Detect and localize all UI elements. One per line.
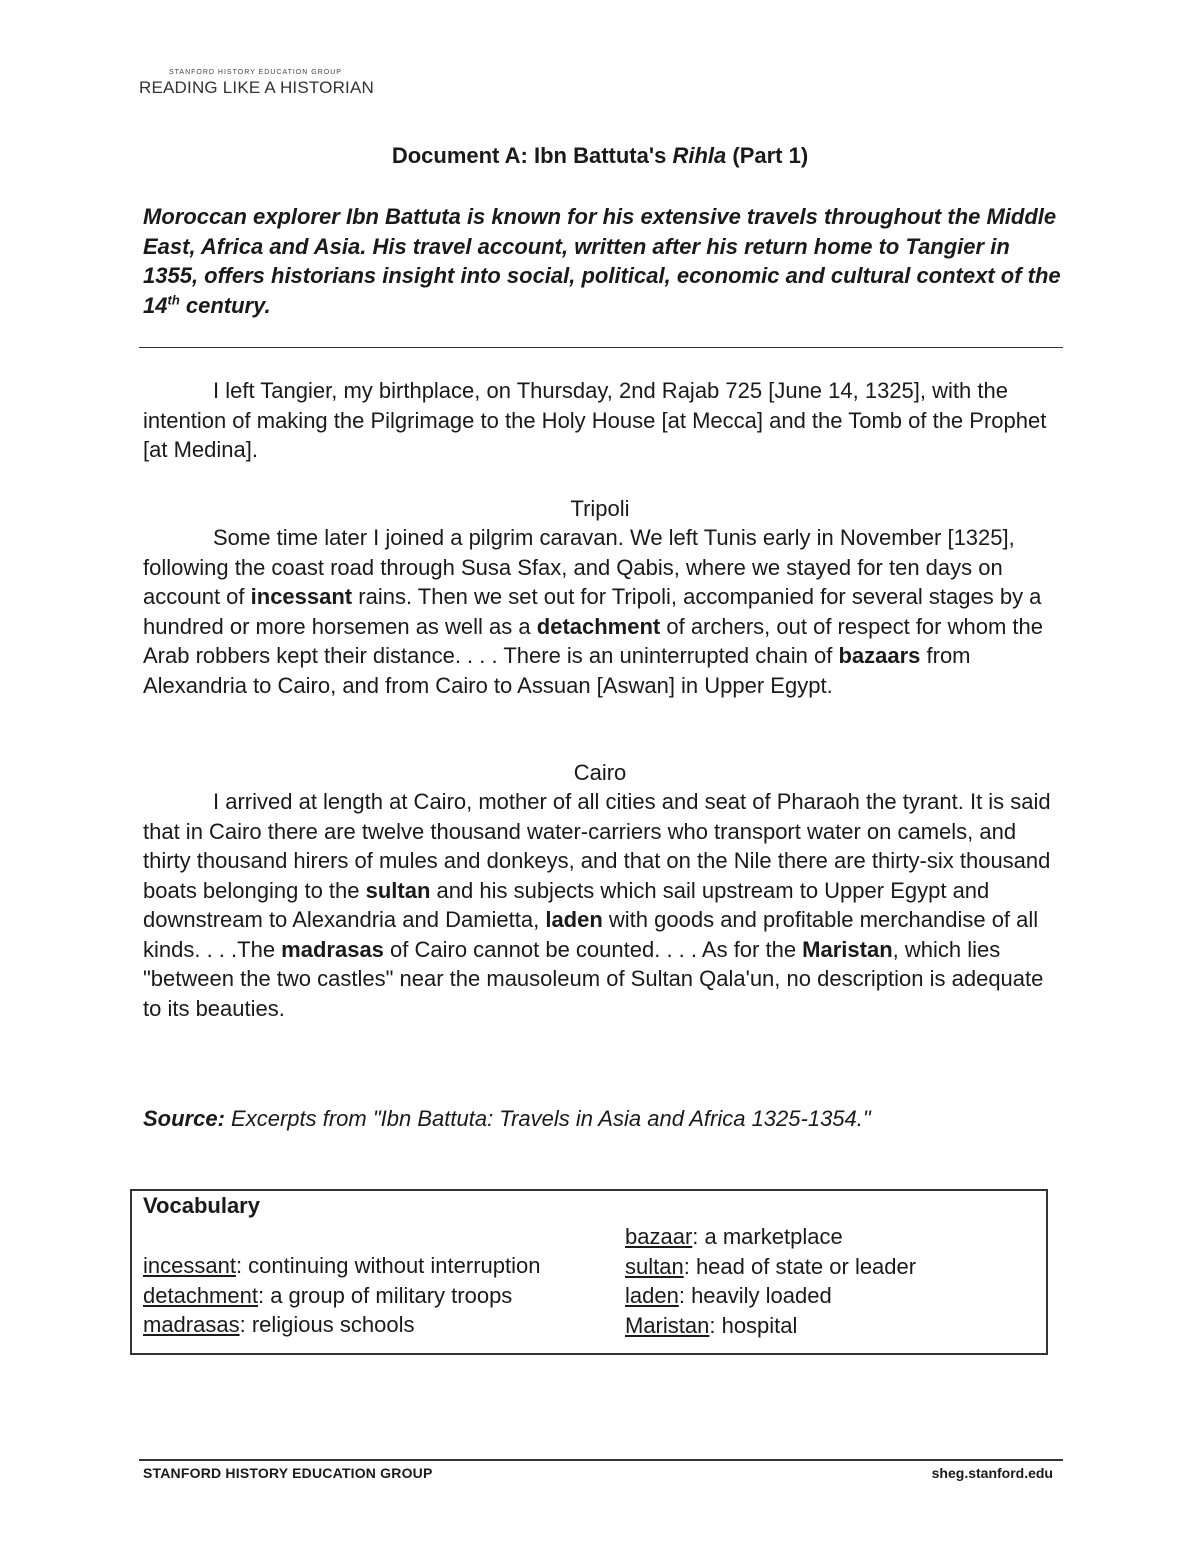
paragraph-tripoli: [143, 523, 1065, 700]
term-laden: laden: [545, 907, 603, 932]
source-citation: [143, 1106, 1063, 1132]
term-maristan: Maristan: [802, 936, 893, 962]
intro-paragraph: [143, 202, 1063, 320]
vocab-item: [625, 1281, 916, 1311]
term-madrasas: madrasas: [281, 936, 384, 962]
vocab-item: [143, 1281, 540, 1311]
term-incessant: incessant: [250, 584, 353, 609]
vocabulary-left-column: [143, 1251, 540, 1340]
source-label: Source:: [143, 1106, 225, 1131]
vocabulary-title: Vocabulary: [143, 1193, 260, 1218]
logo-title-text: READING LIKE A HISTORIAN: [139, 78, 374, 97]
title-suffix: (Part 1): [726, 143, 809, 168]
vocab-definition: : hospital: [709, 1312, 798, 1338]
vocab-definition: : continuing without interruption: [235, 1253, 541, 1278]
source-text: Excerpts from "Ibn Battuta: Travels in Asia and Africa 1325-1354.": [224, 1106, 871, 1131]
vocabulary-box: [130, 1189, 1048, 1355]
intro-superscript: th: [167, 292, 180, 308]
term-detachment: detachment: [536, 613, 661, 639]
vocab-item: [143, 1310, 540, 1340]
vocab-term: Maristan: [625, 1312, 710, 1338]
p3-text: of Cairo cannot be counted. . . . As for the: [383, 936, 803, 962]
p2-text: of archers, out of respect for whom the Arab robbers kept their distance. . . . There is an uninterrupted chain of: [143, 613, 1043, 668]
vocab-term: bazaar: [625, 1224, 693, 1249]
p3-text: I arrived at length at Cairo, mother of all cities and seat of Pharaoh the tyrant. It is said that in Cairo there are twelve thousand water-carriers who transport water on camels, and thirty thousand hirers of mules and donkeys, and that on the Nile there are thirty-six thousand boats belonging to the: [143, 789, 1051, 903]
term-sultan: sultan: [365, 877, 431, 903]
footer-divider: [139, 1459, 1063, 1461]
intro-text: Moroccan explorer Ibn Battuta is known for his extensive travels throughout the Middle East, Africa and Asia. His travel account, written after his return home to Tangier in 1355, offers historians insight into social, political, economic and cultural context of the 14: [143, 204, 1061, 318]
p3-text: with goods and profitable merchandise of all kinds. . . .The: [143, 907, 1039, 962]
vocab-term: detachment: [143, 1282, 258, 1308]
para1-text: I left Tangier, my birthplace, on Thursday, 2nd Rajab 725 [June 14, 1325], with the intention of making the Pilgrimage to the Holy House [at Mecca] and the Tomb of the Prophet [at Medina].: [143, 378, 1047, 462]
vocab-term: incessant: [143, 1253, 236, 1278]
logo: [139, 68, 374, 99]
vocab-definition: : a group of military troops: [257, 1282, 513, 1308]
p2-text: rains. Then we set out for Tripoli, accompanied for several stages by a hundred or more horsemen as well as a: [143, 584, 1042, 639]
p2-text: Some time later I joined a pilgrim caravan. We left Tunis early in November [1325], following the coast road through Susa Sfax, and Qabis, where we stayed for ten days on account of: [143, 525, 1015, 609]
vocab-term: laden: [625, 1283, 679, 1308]
intro-end: century.: [179, 292, 271, 318]
paragraph-departure: [143, 376, 1065, 465]
vocab-definition: : a marketplace: [692, 1224, 843, 1249]
vocab-item: [625, 1311, 916, 1341]
footer-url: sheg.stanford.edu: [931, 1465, 1053, 1481]
heading-tripoli: Tripoli: [570, 496, 630, 521]
title-italic: Rihla: [672, 143, 727, 168]
vocab-term: madrasas: [143, 1312, 240, 1337]
p3-text: , which lies "between the two castles" near the mausoleum of Sultan Qala'un, no description is adequate to its beauties.: [143, 936, 1044, 1021]
logo-org-text: STANFORD HISTORY EDUCATION GROUP: [169, 69, 342, 76]
p3-text: and his subjects which sail upstream to Upper Egypt and downstream to Alexandria and Damietta,: [143, 877, 990, 932]
vocab-term: sultan: [625, 1253, 684, 1279]
title-prefix: Document A: Ibn Battuta's: [391, 143, 673, 168]
paragraph-cairo: [143, 787, 1065, 1023]
divider: [139, 347, 1063, 348]
vocab-definition: : heavily loaded: [678, 1283, 832, 1308]
p2-text: from Alexandria to Cairo, and from Cairo to Assuan [Aswan] in Upper Egypt.: [143, 643, 971, 698]
document-title: [0, 143, 1200, 169]
vocab-item: [143, 1251, 540, 1281]
vocabulary-right-column: [625, 1222, 916, 1340]
vocab-item: [625, 1252, 916, 1282]
vocab-definition: : religious schools: [239, 1312, 415, 1337]
vocab-item: [625, 1222, 916, 1252]
heading-cairo: Cairo: [573, 760, 627, 785]
footer-org: STANFORD HISTORY EDUCATION GROUP: [143, 1465, 433, 1481]
vocab-definition: : head of state or leader: [683, 1253, 917, 1279]
term-bazaars: bazaars: [838, 643, 921, 668]
